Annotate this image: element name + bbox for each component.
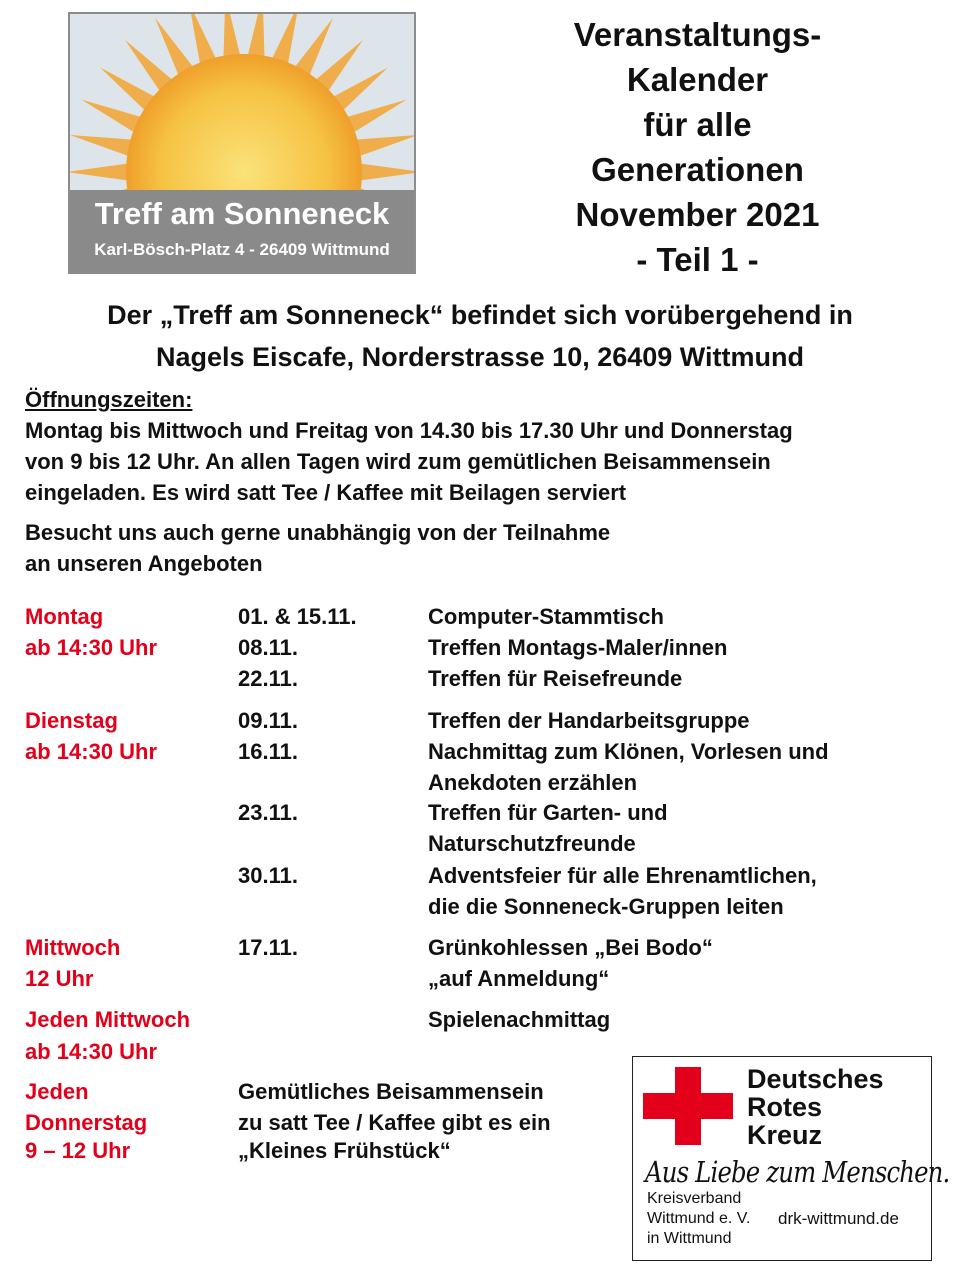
event: „auf Anmeldung“: [428, 966, 610, 991]
heading-line: für alle: [643, 106, 752, 143]
opening-hours: [25, 384, 945, 508]
day-monday: Montag: [25, 604, 104, 629]
drk-org-line: in Wittmund: [647, 1230, 732, 1247]
time-every-wednesday: ab 14:30 Uhr: [25, 1039, 158, 1064]
heading-line: Generationen: [591, 151, 804, 188]
drk-slogan: Aus Liebe zum Menschen.: [645, 1155, 950, 1189]
red-cross-icon: [643, 1093, 733, 1119]
heading-line: November 2021: [575, 196, 820, 233]
calendar-heading: [520, 12, 875, 282]
event: Anekdoten erzählen: [428, 770, 638, 795]
logo-address: Karl-Bösch-Platz 4 - 26409 Wittmund: [94, 240, 390, 259]
drk-organization: [647, 1189, 750, 1249]
time-monday: ab 14:30 Uhr: [25, 635, 158, 660]
event: Spielenachmittag: [428, 1007, 611, 1032]
date: 17.11.: [238, 935, 298, 960]
event: Computer-Stammtisch: [428, 604, 664, 629]
opening-hours-heading: Öffnungszeiten:: [25, 387, 193, 412]
event: die die Sonneneck-Gruppen leiten: [428, 894, 784, 919]
date: 16.11.: [238, 739, 298, 764]
logo-band: [70, 190, 414, 272]
event: Grünkohlessen „Bei Bodo“: [428, 935, 713, 960]
drk-name-line: Deutsches: [747, 1064, 884, 1094]
date: 01. & 15.11.: [238, 604, 357, 629]
time-tuesday: ab 14:30 Uhr: [25, 739, 158, 764]
day-every-wednesday: Jeden Mittwoch: [25, 1007, 191, 1032]
visit-note: [25, 517, 945, 579]
event: Treffen der Handarbeitsgruppe: [428, 708, 750, 733]
heading-line: - Teil 1 -: [636, 241, 759, 278]
drk-org-line: Kreisverband: [647, 1190, 742, 1207]
sun-ray: [189, 273, 219, 274]
logo-treff-am-sonneneck: [68, 12, 416, 274]
date: 30.11.: [238, 863, 298, 888]
heading-line: Kalender: [626, 61, 769, 98]
location-notice: [0, 294, 960, 378]
date: 22.11.: [238, 666, 298, 691]
time-every-thursday: 9 – 12 Uhr: [25, 1138, 131, 1163]
date: 08.11.: [238, 635, 298, 660]
opening-hours-line: eingeladen. Es wird satt Tee / Kaffee mit Beilagen serviert: [25, 480, 627, 505]
day-wednesday: Mittwoch: [25, 935, 121, 960]
date: 23.11.: [238, 800, 298, 825]
day-every-thursday: Jeden: [25, 1079, 89, 1104]
opening-hours-line: Montag bis Mittwoch und Freitag von 14.30 bis 17.30 Uhr und Donnerstag: [25, 418, 793, 443]
heading-line: Veranstaltungs-: [573, 16, 822, 53]
event: Naturschutzfreunde: [428, 831, 636, 856]
drk-name-line: Rotes: [747, 1092, 823, 1122]
event: zu satt Tee / Kaffee gibt es ein: [238, 1110, 551, 1135]
location-line: Der „Treff am Sonneneck“ befindet sich vorübergehend in: [107, 300, 853, 330]
opening-hours-line: von 9 bis 12 Uhr. An allen Tagen wird zum gemütlichen Beisammensein: [25, 449, 771, 474]
drk-org-line: Wittmund e. V.: [647, 1210, 751, 1227]
logo-name: Treff am Sonneneck: [94, 196, 390, 231]
event: „Kleines Frühstück“: [238, 1138, 451, 1163]
event: Treffen für Garten- und: [428, 800, 668, 825]
drk-logo: [632, 1056, 950, 1261]
event: Gemütliches Beisammensein: [238, 1079, 544, 1104]
time-wednesday: 12 Uhr: [25, 966, 94, 991]
date: 09.11.: [238, 708, 298, 733]
drk-name-line: Kreuz: [747, 1120, 823, 1150]
visit-line: an unseren Angeboten: [25, 551, 263, 576]
drk-name: [747, 1065, 884, 1149]
event: Nachmittag zum Klönen, Vorlesen und: [428, 739, 829, 764]
event: Adventsfeier für alle Ehrenamtlichen,: [428, 863, 817, 888]
sun-ray: [269, 273, 299, 274]
location-line: Nagels Eiscafe, Norderstrasse 10, 26409 Wittmund: [155, 342, 805, 372]
visit-line: Besucht uns auch gerne unabhängig von der Teilnahme: [25, 520, 611, 545]
day-every-thursday: Donnerstag: [25, 1110, 148, 1135]
drk-website: drk-wittmund.de: [778, 1209, 899, 1228]
event: Treffen Montags-Maler/innen: [428, 635, 728, 660]
event: Treffen für Reisefreunde: [428, 666, 683, 691]
day-tuesday: Dienstag: [25, 708, 118, 733]
